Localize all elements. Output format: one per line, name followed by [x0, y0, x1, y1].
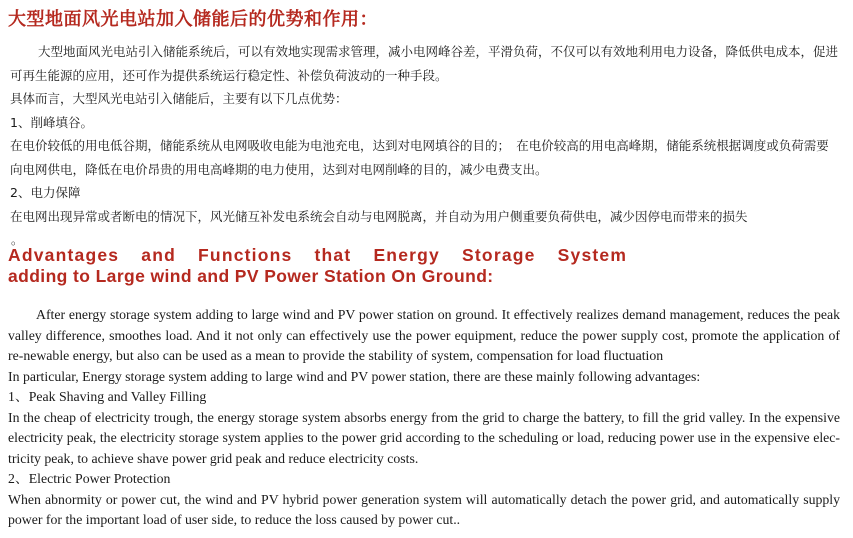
english-section-title [8, 245, 627, 287]
chinese-item-2-body: 在电网出现异常或者断电的情况下，风光储互补发电系统会自动与电网脱离，并自动为用户侧重要负荷供电，减少因停电而带来的损失 [10, 208, 748, 224]
chinese-intro-paragraph: 大型地面风光电站引入储能系统后，可以有效地实现需求管理，减小电网峰谷差，平滑负荷，不仅可以有效地利用电力设备，降低供电成本，促进可再生能源的应用，还可作为提供系统运行稳定性、补偿负荷波动的一种手段。 [10, 44, 839, 83]
english-title-line-2: adding to Large wind and PV Power Station On Ground: [8, 266, 494, 286]
english-intro-paragraph: After energy storage system adding to large wind and PV power station on ground. It effectively realizes demand management, reduces the peak valley difference, smoothes load. And it not only can effectively use the power equipment, reduce the power supply cost, promote the application of re-newable energy, but also can be used as a mean to provide the stability of system, compensation for load fluctuation [8, 307, 840, 363]
chinese-trailing-period: 。 [11, 233, 24, 247]
english-item-2-heading: 2、Electric Power Protection [8, 471, 171, 486]
english-item-1-heading: 1、Peak Shaving and Valley Filling [8, 389, 207, 404]
english-title-line-1: Advantages and Functions that Energy Storage System [8, 245, 628, 265]
english-body [8, 305, 840, 531]
chinese-item-1-heading: 1、削峰填谷。 [10, 114, 93, 130]
english-item-2-body: When abnormity or power cut, the wind and PV hybrid power generation system will automatically detach the power grid, and automatically supply power for the important load of user side, to reduce the loss caused by power cut.. [8, 491, 840, 527]
chinese-section-title: 大型地面风光电站加入储能后的优势和作用： [8, 9, 378, 30]
chinese-body [10, 40, 840, 228]
chinese-lead-line: 具体而言，大型风光电站引入储能后，主要有以下几点优势： [10, 91, 348, 106]
chinese-item-2-heading: 2、电力保障 [10, 185, 81, 200]
chinese-item-1-body: 在电价较低的用电低谷期，储能系统从电网吸收电能为电池充电，达到对电网填谷的目的； 在电价较高的用电高峰期，储能系统根据调度或负荷需要向电网供电，降低在电价昂贵的用电高峰期的电力使用，达到对电网削峰的目的，减少电费支出。 [10, 138, 829, 177]
english-lead-line: In particular, Energy storage system adding to large wind and PV power station, there are these mainly following advantages: [8, 368, 701, 384]
english-item-1-body: In the cheap of electricity trough, the energy storage system absorbs energy from the grid to charge the battery, to fill the grid valley. In the expensive electricity peak, the electricity storage system applies to the power grid according to the scheduling or load, reducing power use in the expensive elec-tricity peak, to achieve shave power grid peak and reduce electricity costs. [8, 409, 840, 466]
